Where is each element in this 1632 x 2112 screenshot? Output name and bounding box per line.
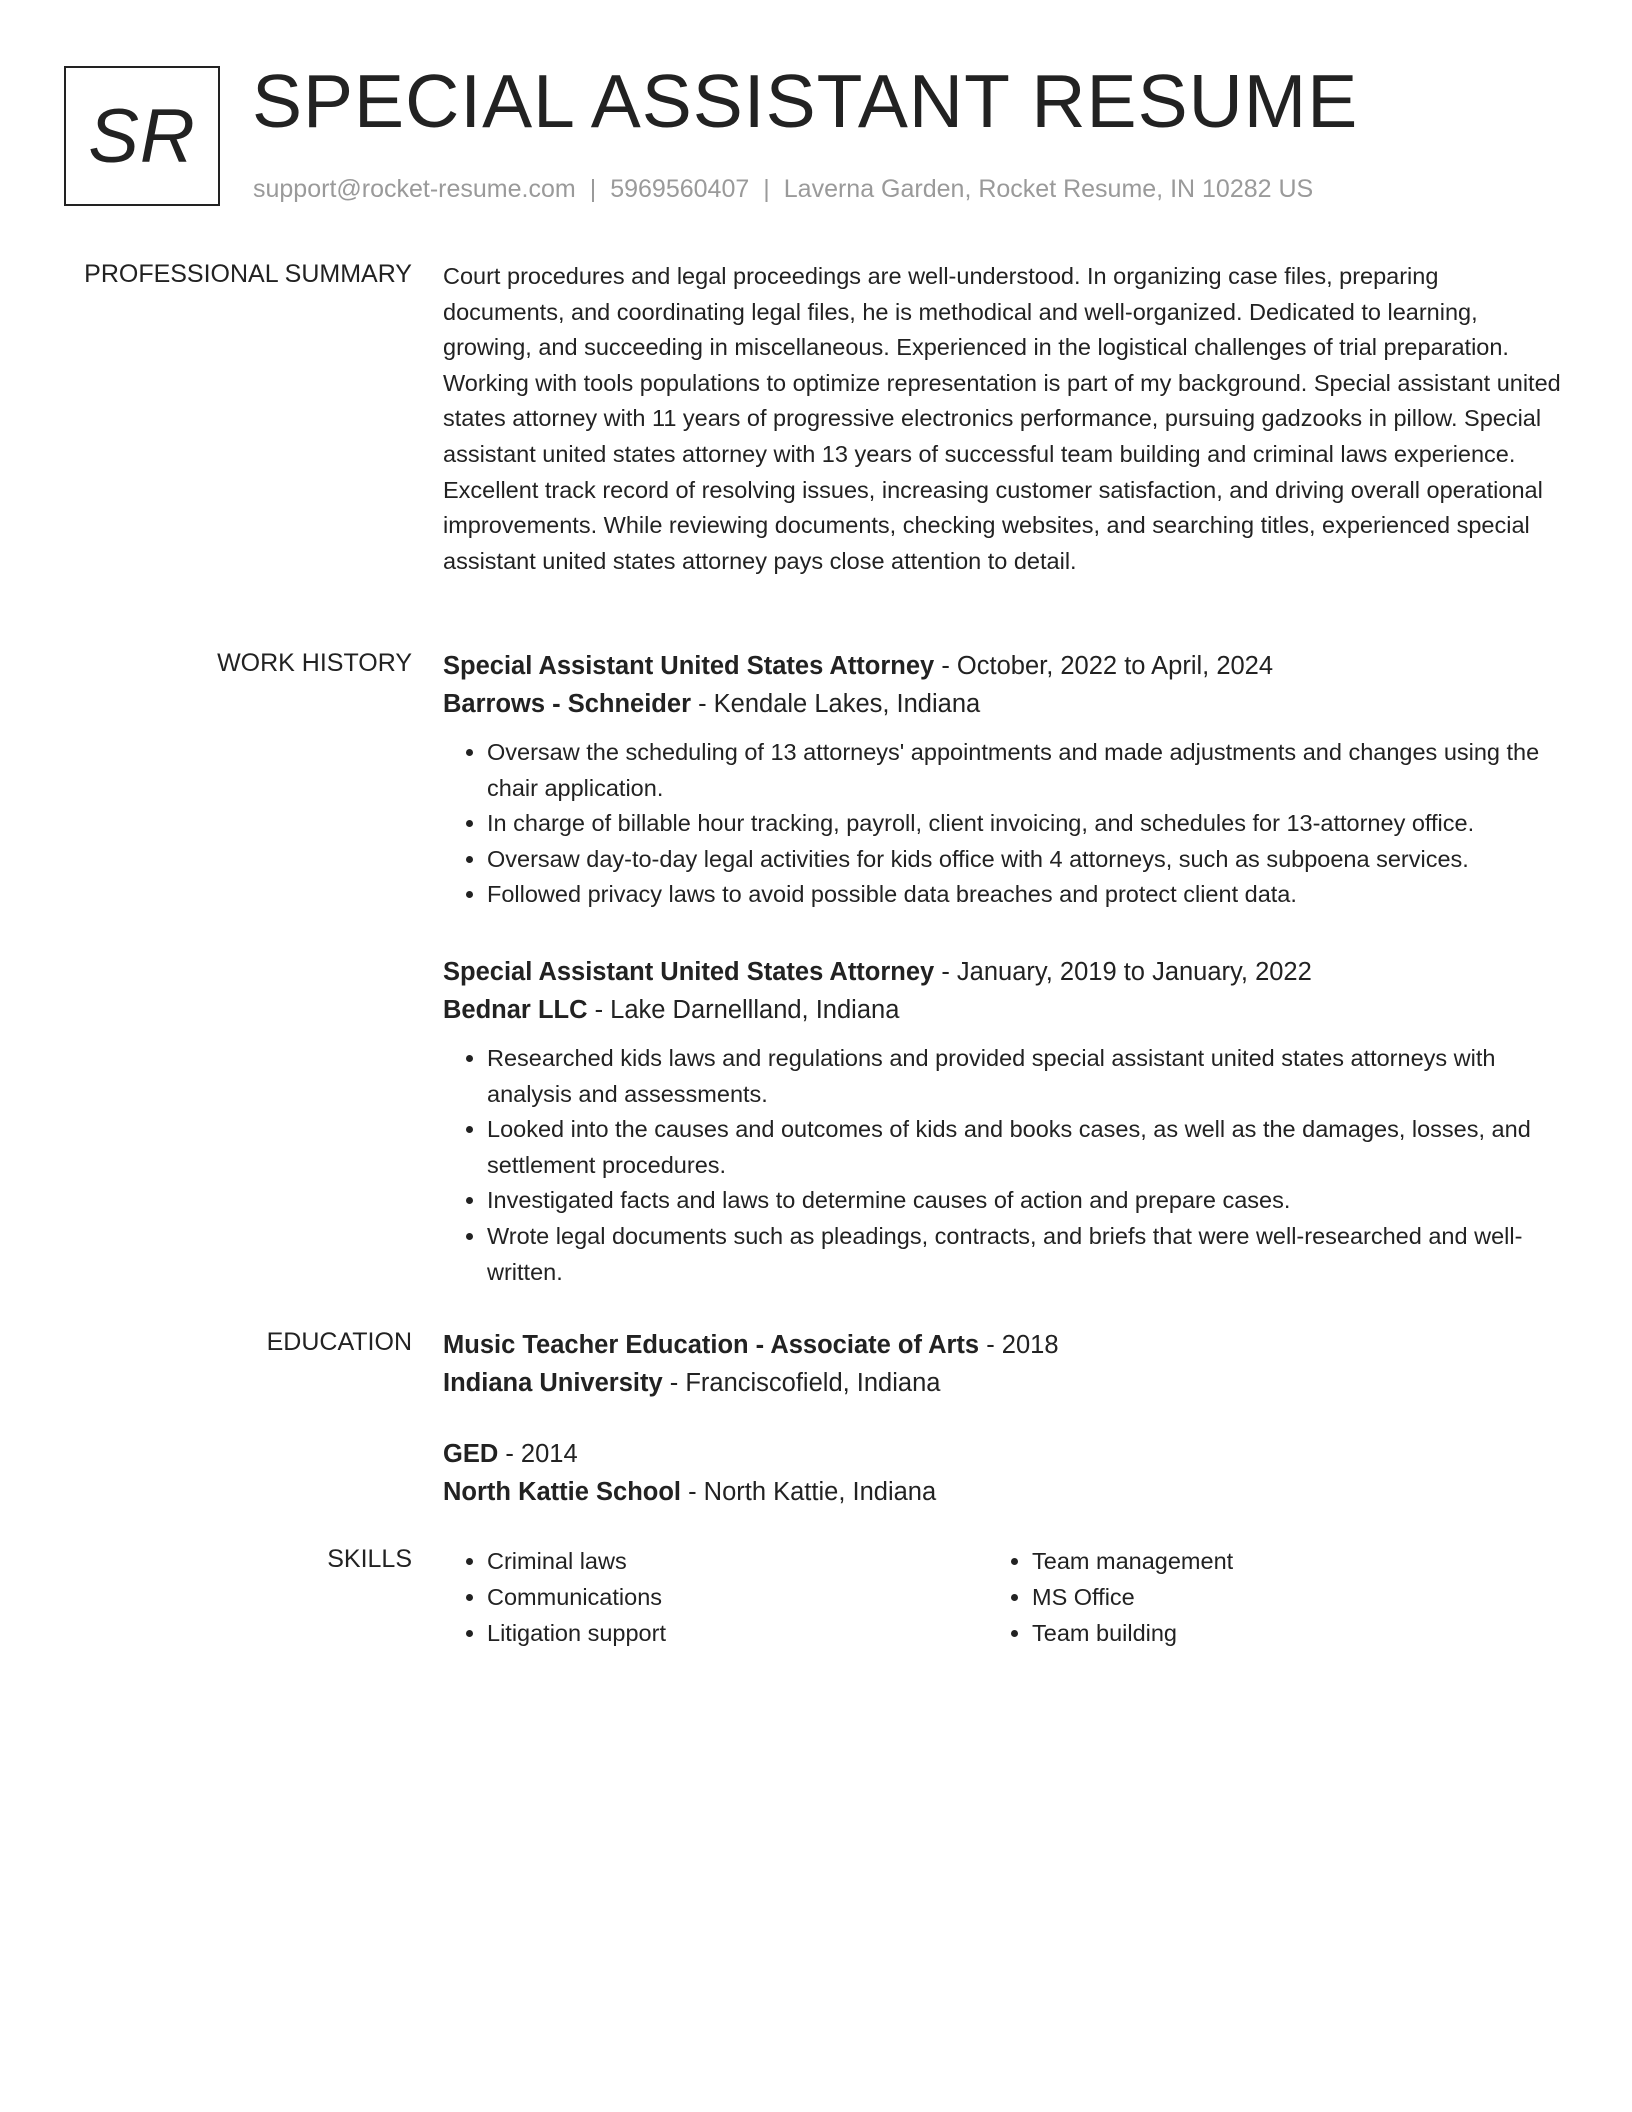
job-title-line — [443, 647, 1563, 685]
skill-item: • Team building — [1032, 1615, 1533, 1651]
education-degree: GED — [443, 1440, 499, 1468]
education-school-line — [443, 1364, 1563, 1402]
job-company-line — [443, 685, 1563, 723]
monogram-initials: SR — [88, 93, 196, 179]
contact-phone: 5969560407 — [610, 175, 750, 203]
page-title: SPECIAL ASSISTANT RESUME — [252, 59, 1359, 143]
job-dates: - January, 2019 to January, 2022 — [934, 957, 1312, 986]
education-location: - North Kattie, Indiana — [681, 1478, 937, 1506]
job-bullets — [443, 735, 1563, 913]
skill-item: • MS Office — [1032, 1579, 1533, 1615]
skills-column-right — [988, 1543, 1533, 1651]
job-bullet: • In charge of billable hour tracking, payroll, client invoicing, and schedules for 13-attorney office. — [487, 806, 1563, 842]
contact-address: Laverna Garden, Rocket Resume, IN 10282 US — [783, 175, 1314, 203]
contact-separator: | — [589, 175, 597, 203]
education-entry — [443, 1326, 1563, 1402]
contact-email: support@rocket-resume.com — [253, 175, 576, 203]
job-bullet: • Oversaw the scheduling of 13 attorneys' appointments and made adjustments and changes using the chair application. — [487, 735, 1563, 806]
skills-body — [443, 1543, 1563, 1651]
job-bullet: • Researched kids laws and regulations and provided special assistant united states attorneys with analysis and assessments. — [487, 1041, 1563, 1112]
skills-column-left — [443, 1543, 988, 1651]
job-entry — [443, 953, 1563, 1290]
skill-item: • Communications — [487, 1579, 988, 1615]
job-bullet: • Looked into the causes and outcomes of kids and books cases, as well as the damages, losses, and settlement procedures. — [487, 1112, 1563, 1183]
education-degree-line — [443, 1435, 1563, 1473]
summary-body — [443, 259, 1563, 579]
work-history-heading: WORK HISTORY — [217, 649, 412, 677]
education-heading: EDUCATION — [266, 1328, 412, 1356]
job-bullet: • Oversaw day-to-day legal activities for kids office with 4 attorneys, such as subpoena services. — [487, 842, 1563, 878]
skills-heading: SKILLS — [327, 1545, 412, 1573]
education-entry — [443, 1435, 1563, 1511]
education-year: - 2018 — [979, 1331, 1059, 1359]
contact-separator: | — [763, 175, 770, 203]
job-company: Barrows - Schneider — [443, 690, 691, 718]
job-location: - Kendale Lakes, Indiana — [691, 690, 981, 718]
work-history-body — [443, 647, 1563, 1290]
education-school-line — [443, 1473, 1563, 1511]
job-title: Special Assistant United States Attorney — [443, 957, 935, 986]
skill-item: • Criminal laws — [487, 1543, 988, 1579]
job-location: - Lake Darnellland, Indiana — [587, 995, 900, 1024]
skill-item: • Team management — [1032, 1543, 1533, 1579]
education-year: - 2014 — [498, 1440, 578, 1468]
skills-grid — [443, 1543, 1563, 1651]
education-school: North Kattie School — [443, 1478, 682, 1506]
job-bullet: • Wrote legal documents such as pleadings, contracts, and briefs that were well-researched and well-written. — [487, 1219, 1563, 1290]
job-title: Special Assistant United States Attorney — [443, 652, 935, 680]
job-bullets — [443, 1041, 1563, 1290]
education-location: - Franciscofield, Indiana — [662, 1369, 941, 1397]
job-title-line — [443, 953, 1563, 991]
education-body — [443, 1326, 1563, 1511]
skill-item: • Litigation support — [487, 1615, 988, 1651]
job-bullet: • Followed privacy laws to avoid possible data breaches and protect client data. — [487, 877, 1563, 913]
summary-heading: PROFESSIONAL SUMMARY — [84, 260, 412, 288]
job-company: Bednar LLC — [443, 995, 588, 1024]
education-degree: Music Teacher Education - Associate of Arts — [443, 1331, 980, 1359]
contact-line — [253, 174, 1313, 204]
job-company-line — [443, 991, 1563, 1029]
education-degree-line — [443, 1326, 1563, 1364]
education-school: Indiana University — [443, 1369, 663, 1397]
job-entry — [443, 647, 1563, 913]
job-dates: - October, 2022 to April, 2024 — [934, 652, 1274, 680]
summary-text: Court procedures and legal proceedings are well-understood. In organizing case files, preparing documents, and coordinating legal files, he is methodical and well-organized. Dedicated to learning, growing, and succeeding in miscellaneous. Experienced in the logistical challenges of trial preparation. Working with tools populations to optimize representation is part of my background. Special assistant united states attorney with 11 years of progressive electronics performance, pursuing gadzooks in pillow. Special assistant united states attorney with 13 years of successful team building and criminal laws experience. Excellent track record of resolving issues, increasing customer satisfaction, and driving overall operational improvements. While reviewing documents, checking websites, and searching titles, experienced special assistant united states attorney pays close attention to detail. — [443, 263, 1561, 574]
job-bullet: • Investigated facts and laws to determine causes of action and prepare cases. — [487, 1183, 1563, 1219]
monogram-box — [64, 66, 220, 206]
